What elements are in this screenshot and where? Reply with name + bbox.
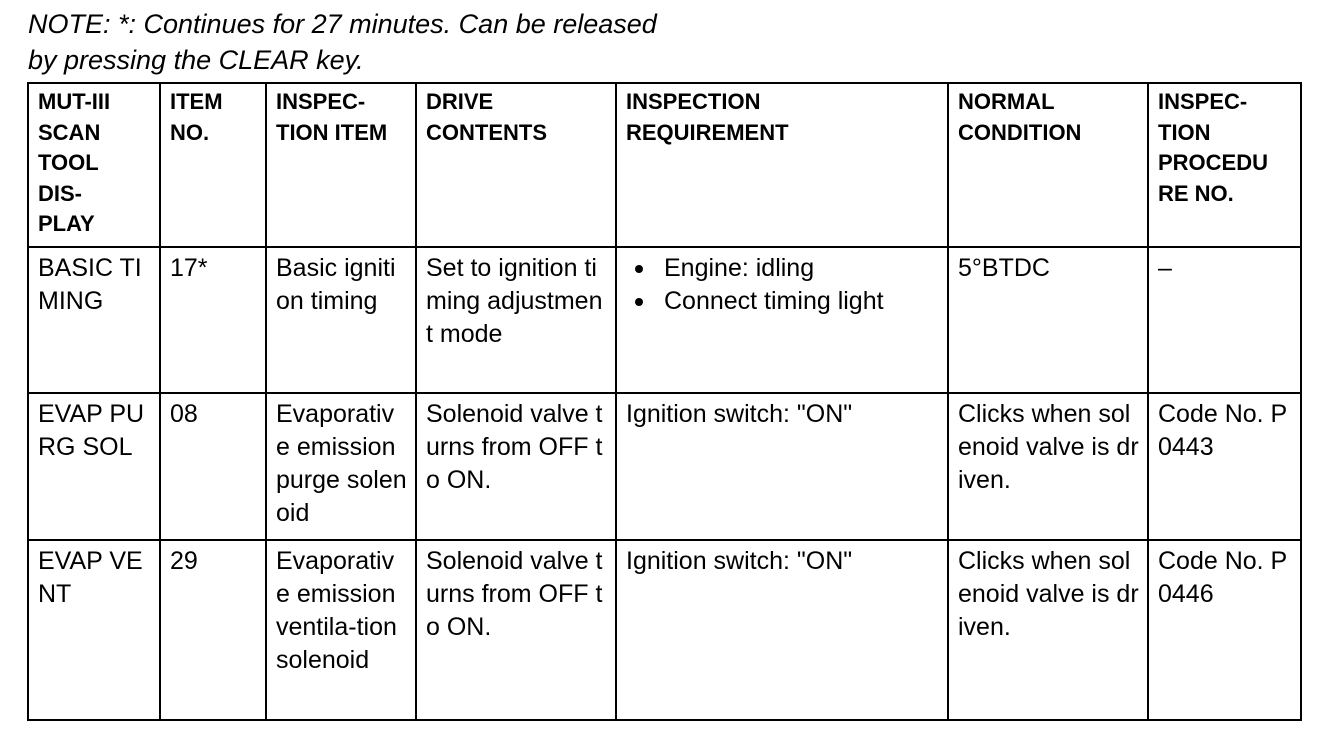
cell-item-no: 08 bbox=[160, 393, 266, 540]
cell-normal-condition: 5°BTDC bbox=[948, 247, 1148, 393]
table-row bbox=[28, 247, 1301, 393]
table-note bbox=[28, 6, 657, 78]
note-line-1: NOTE: *: Continues for 27 minutes. Can be released bbox=[28, 9, 657, 39]
cell-inspection-requirement: Ignition switch: "ON" bbox=[616, 540, 948, 720]
cell-inspection-requirement: Ignition switch: "ON" bbox=[616, 393, 948, 540]
list-item: Connect timing light bbox=[664, 285, 939, 318]
cell-item-no: 17* bbox=[160, 247, 266, 393]
cell-drive-contents: Solenoid valve turns from OFF to ON. bbox=[416, 393, 616, 540]
note-line-2: by pressing the CLEAR key. bbox=[28, 45, 364, 75]
list-item: Engine: idling bbox=[664, 252, 939, 285]
cell-normal-condition: Clicks when solenoid valve is driven. bbox=[948, 393, 1148, 540]
cell-inspection-item: Basic ignition timing bbox=[266, 247, 416, 393]
cell-drive-contents: Set to ignition timing adjustment mode bbox=[416, 247, 616, 393]
cell-normal-condition: Clicks when solenoid valve is driven. bbox=[948, 540, 1148, 720]
header-drive-contents: DRIVE CONTENTS bbox=[416, 83, 616, 247]
cell-procedure-no: – bbox=[1148, 247, 1301, 393]
header-scan-tool-display: MUT-III SCAN TOOL DIS- PLAY bbox=[28, 83, 160, 247]
requirement-bullet-list bbox=[626, 252, 939, 318]
cell-inspection-item: Evaporative emission ventila-tion solenoid bbox=[266, 540, 416, 720]
cell-drive-contents: Solenoid valve turns from OFF to ON. bbox=[416, 540, 616, 720]
cell-item-no: 29 bbox=[160, 540, 266, 720]
cell-display: BASIC TIMING bbox=[28, 247, 160, 393]
header-inspection-requirement: INSPECTION REQUIREMENT bbox=[616, 83, 948, 247]
cell-procedure-no: Code No. P0446 bbox=[1148, 540, 1301, 720]
actuator-test-table bbox=[27, 82, 1302, 721]
header-normal-condition: NORMAL CONDITION bbox=[948, 83, 1148, 247]
table-row bbox=[28, 393, 1301, 540]
table-row bbox=[28, 540, 1301, 720]
header-procedure-no: INSPEC- TION PROCEDU RE NO. bbox=[1148, 83, 1301, 247]
header-inspection-item: INSPEC- TION ITEM bbox=[266, 83, 416, 247]
cell-inspection-item: Evaporative emission purge solenoid bbox=[266, 393, 416, 540]
cell-display: EVAP VENT bbox=[28, 540, 160, 720]
cell-inspection-requirement bbox=[616, 247, 948, 393]
table-header-row bbox=[28, 83, 1301, 247]
header-item-no: ITEM NO. bbox=[160, 83, 266, 247]
cell-display: EVAP PURG SOL bbox=[28, 393, 160, 540]
cell-procedure-no: Code No. P0443 bbox=[1148, 393, 1301, 540]
